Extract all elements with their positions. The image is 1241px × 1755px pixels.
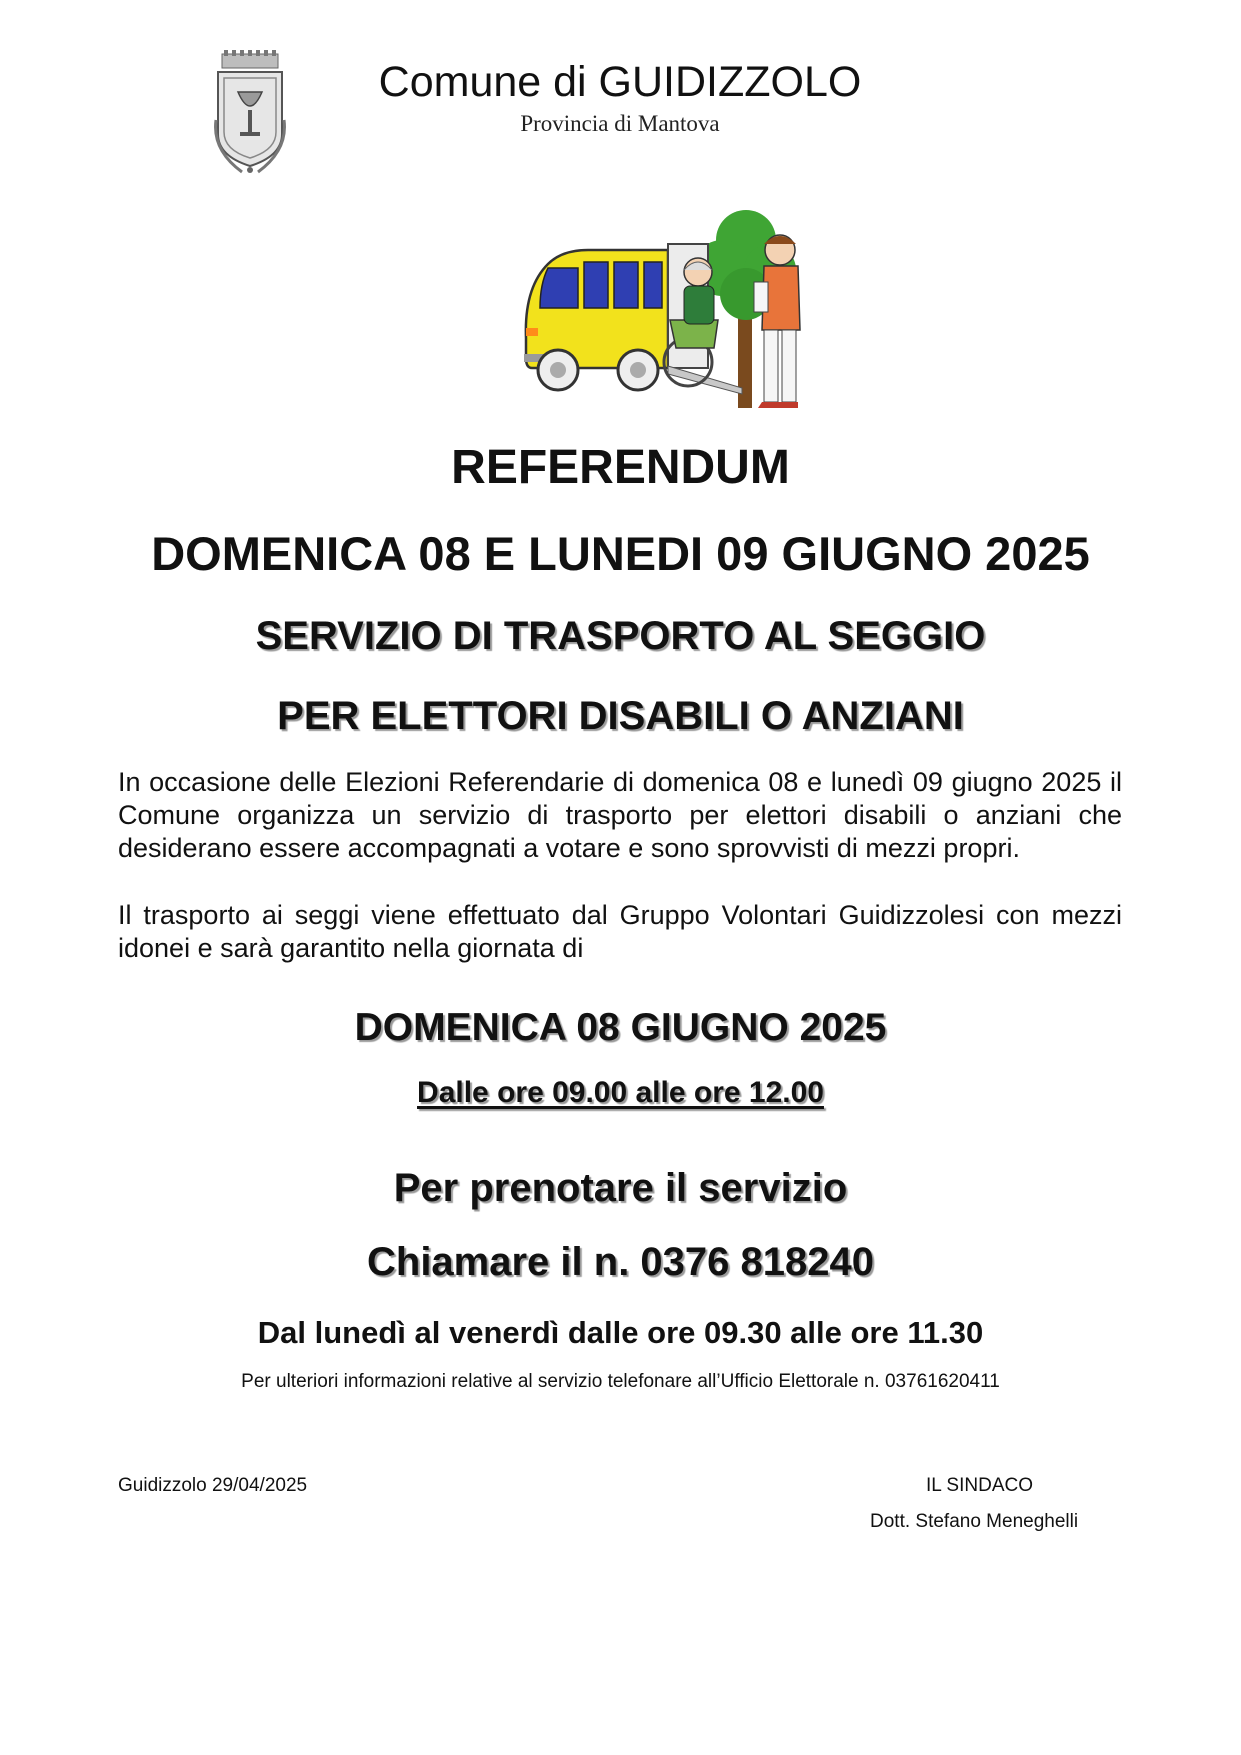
service-target: PER ELETTORI DISABILI O ANZIANI bbox=[277, 694, 964, 738]
transport-paragraph: Il trasporto ai seggi viene effettuato dal Gruppo Volontari Guidizzolesi con mezzi idonei e sarà garantito nella giornata di bbox=[118, 900, 1122, 963]
mayor-name: Dott. Stefano Meneghelli bbox=[870, 1511, 1079, 1532]
mayor-title: IL SINDACO bbox=[926, 1475, 1033, 1496]
van-wheelchair-illustration bbox=[518, 198, 818, 416]
municipality-title: Comune di GUIDIZZOLO bbox=[378, 58, 862, 106]
service-day: DOMENICA 08 GIUGNO 2025 bbox=[354, 1006, 887, 1049]
service-hours: Dalle ore 09.00 alle ore 12.00 bbox=[417, 1076, 824, 1109]
booking-heading: Per prenotare il servizio bbox=[393, 1166, 848, 1210]
referendum-heading: REFERENDUM bbox=[451, 441, 790, 494]
booking-phone: Chiamare il n. 0376 818240 bbox=[367, 1240, 874, 1284]
intro-paragraph: In occasione delle Elezioni Referendarie di domenica 08 e lunedì 09 giugno 2025 il Comune organizza un servizio di trasporto per elettori disabili o anziani che desiderano essere accompagnati a votare e sono sprovvisti di mezzi propri. bbox=[118, 767, 1122, 863]
referendum-dates: DOMENICA 08 E LUNEDI 09 GIUGNO 2025 bbox=[151, 527, 1090, 580]
info-line: Per ulteriori informazioni relative al servizio telefonare all’Ufficio Elettorale n. 03761620411 bbox=[241, 1371, 1000, 1392]
booking-hours: Dal lunedì al venerdì dalle ore 09.30 alle ore 11.30 bbox=[257, 1315, 984, 1350]
province-subtitle: Provincia di Mantova bbox=[520, 111, 720, 136]
service-title: SERVIZIO DI TRASPORTO AL SEGGIO bbox=[255, 614, 986, 658]
municipal-crest-icon bbox=[212, 50, 288, 176]
place-date: Guidizzolo 29/04/2025 bbox=[118, 1475, 308, 1496]
